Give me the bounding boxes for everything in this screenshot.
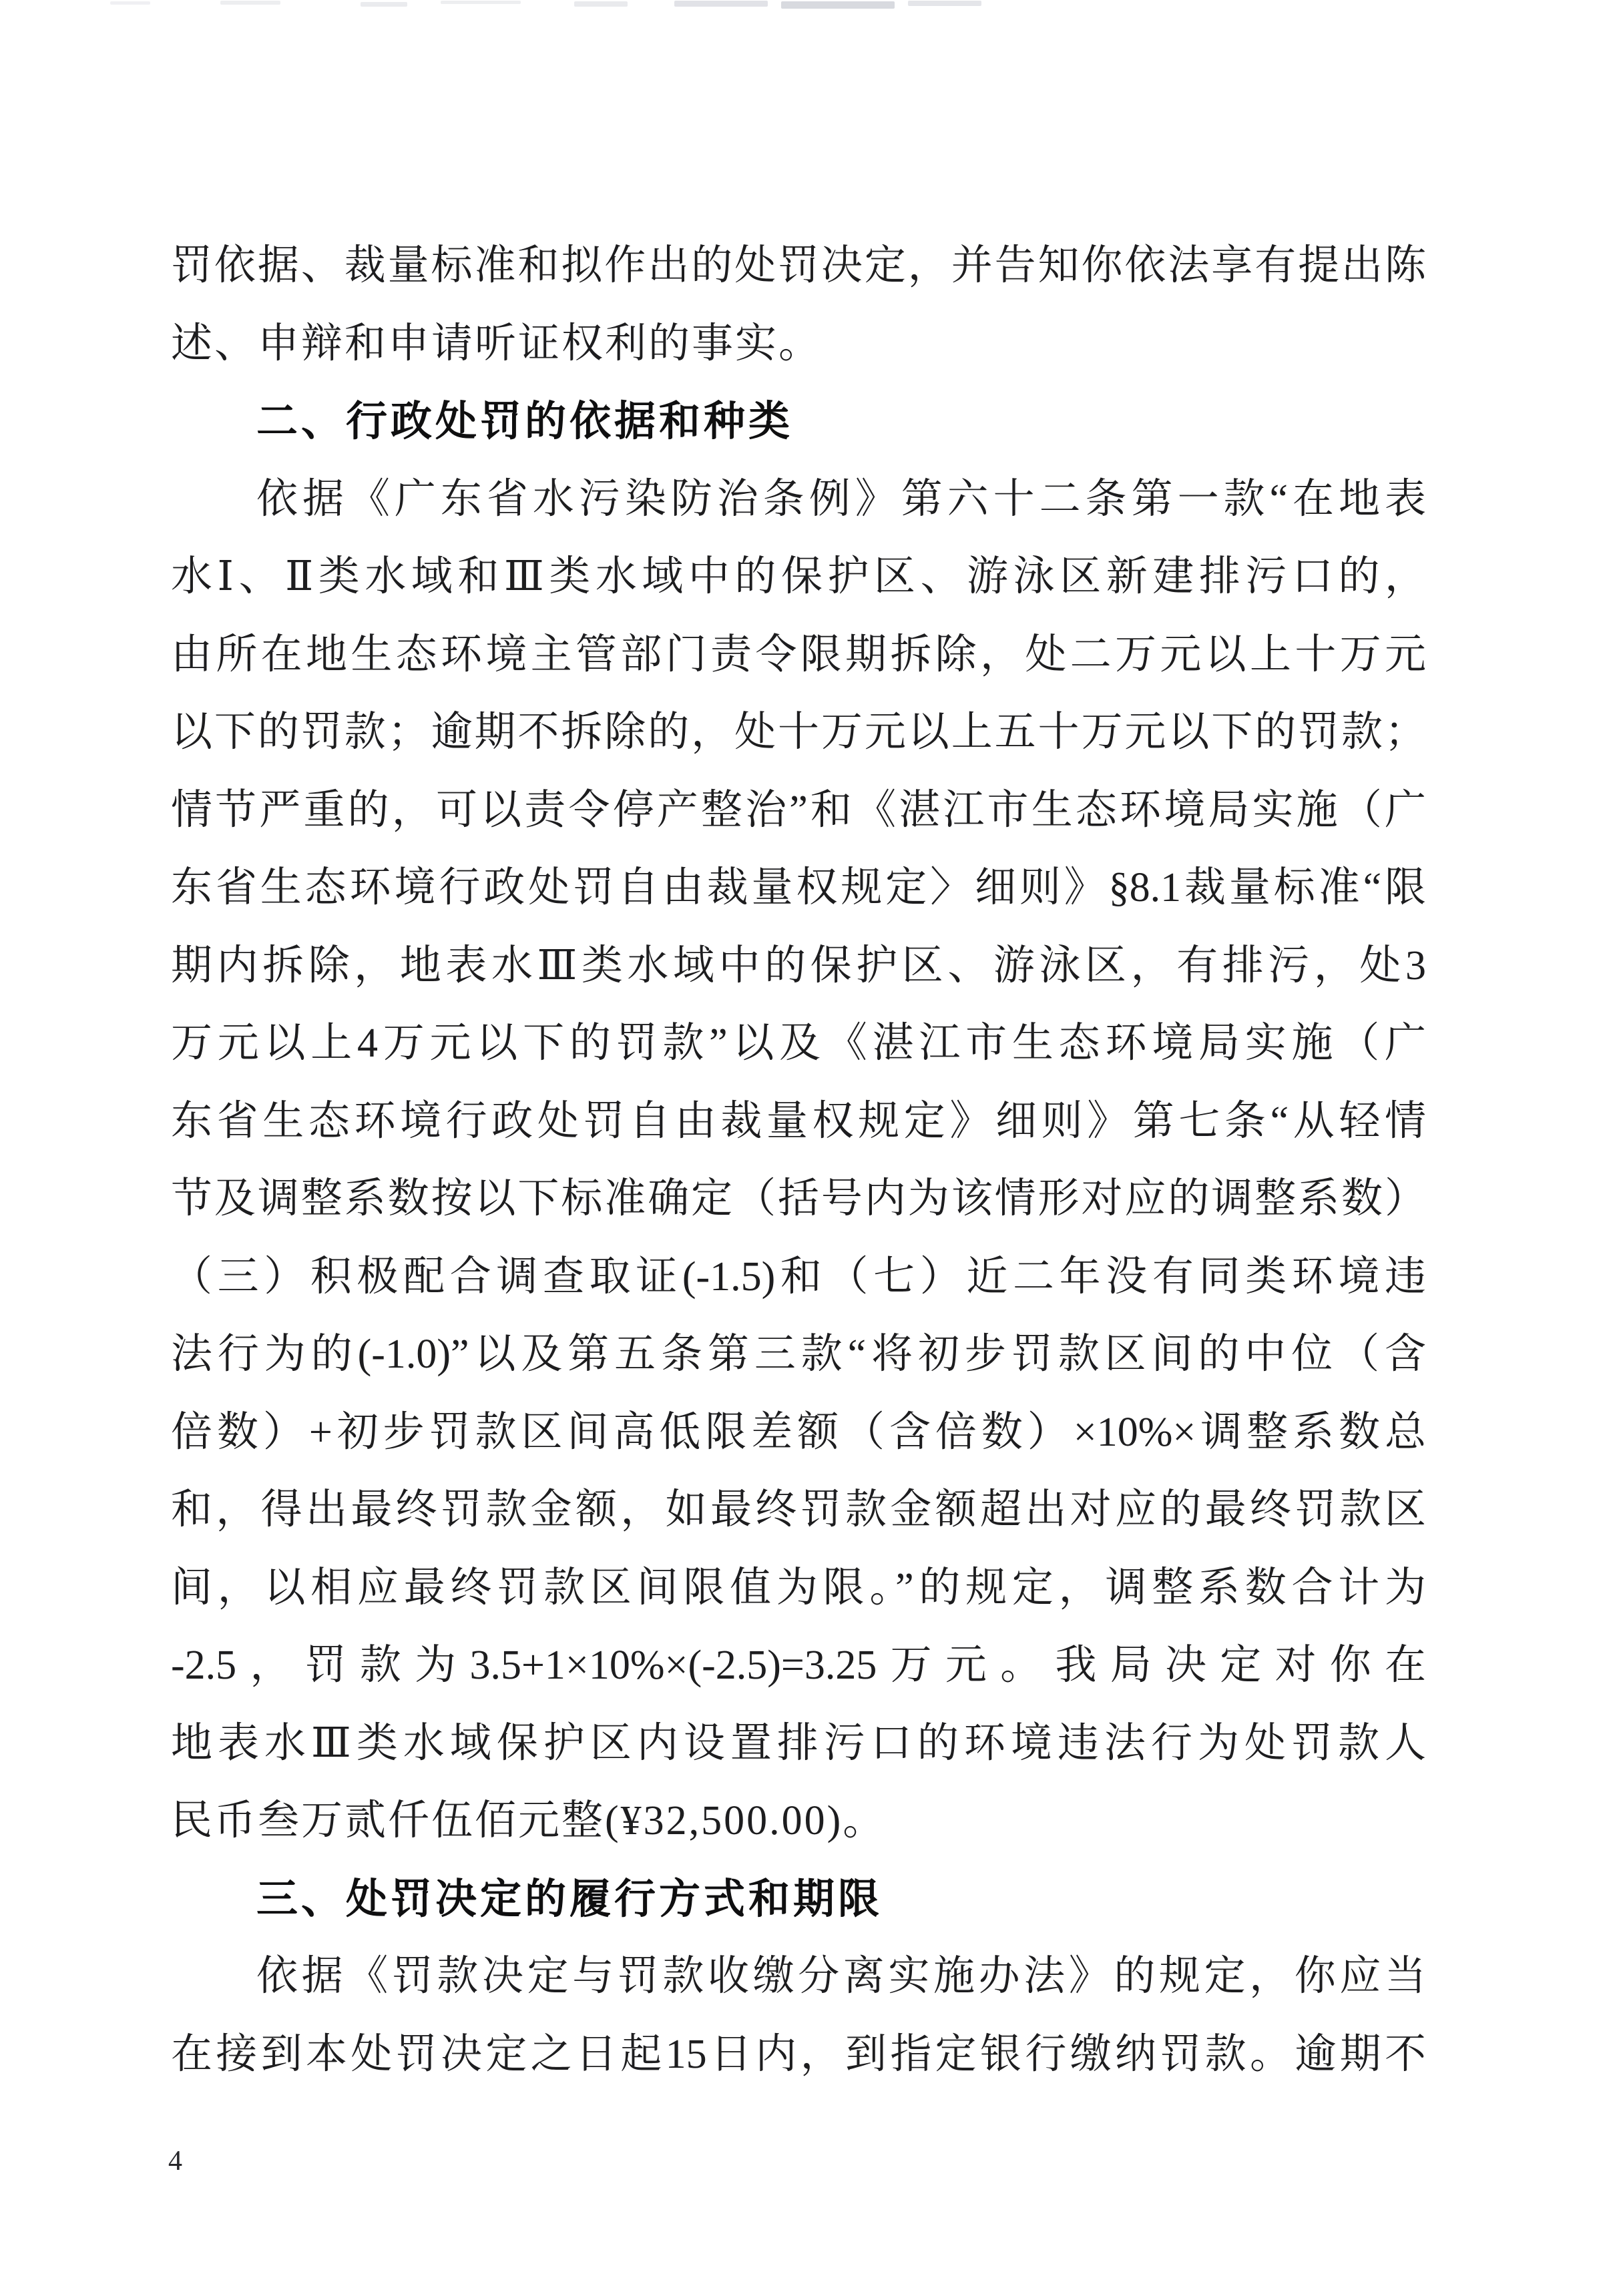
text-line: 由所在地生态环境主管部门责令限期拆除，处二万元以上十万元 xyxy=(171,631,1426,677)
text-line: 述、申辩和申请听证权利的事实。 xyxy=(171,320,823,366)
scan-artifact xyxy=(361,2,407,7)
text-line: 依据《广东省水污染防治条例》第六十二条第一款“在地表 xyxy=(256,476,1426,522)
text-line: 间，以相应最终罚款区间限值为限。”的规定，调整系数合计为 xyxy=(171,1564,1426,1611)
scan-artifact xyxy=(441,1,521,4)
text-line: 依据《罚款决定与罚款收缴分离实施办法》的规定，你应当 xyxy=(256,1954,1426,1999)
section-heading-2: 二、行政处罚的依据和种类 xyxy=(256,396,794,445)
text-line: 法行为的(-1.0)”以及第五条第三款“将初步罚款区间的中位（含 xyxy=(171,1332,1426,1377)
scan-artifact xyxy=(674,1,768,7)
penalty-amount-line: 民币叁万贰仟伍佰元整(¥32,500.00)。 xyxy=(171,1798,887,1843)
text-line: 地表水Ⅲ类水域保护区内设置排污口的环境违法行为处罚款人 xyxy=(171,1720,1426,1766)
scan-artifact xyxy=(220,1,280,5)
scan-artifact xyxy=(908,1,981,6)
section-heading-3: 三、处罚决定的履行方式和期限 xyxy=(256,1874,883,1923)
text-line: 情节严重的，可以责令停产整治”和《湛江市生态环境局实施（广 xyxy=(171,787,1426,833)
text-line: 罚依据、裁量标准和拟作出的处罚决定，并告知你依法享有提出陈 xyxy=(171,243,1426,288)
text-line: 在接到本处罚决定之日起15日内，到指定银行缴纳罚款。逾期不 xyxy=(171,2031,1426,2077)
text-line: 东省生态环境行政处罚自由裁量权规定》细则》第七条“从轻情 xyxy=(171,1098,1426,1144)
page-number: 4 xyxy=(168,2146,182,2177)
text-line: 期内拆除，地表水Ⅲ类水域中的保护区、游泳区，有排污，处3 xyxy=(171,942,1426,988)
text-line: 和，得出最终罚款金额，如最终罚款金额超出对应的最终罚款区 xyxy=(171,1487,1426,1532)
document-text-block xyxy=(171,227,1426,2093)
text-line: 节及调整系数按以下标准确定（括号内为该情形对应的调整系数） xyxy=(171,1176,1426,1221)
scan-artifact xyxy=(574,1,628,7)
text-line: 倍数）+初步罚款区间高低限差额（含倍数）×10%×调整系数总 xyxy=(171,1409,1426,1455)
text-line: -2.5，罚款为3.5+1×10%×(-2.5)=3.25万元。我局决定对你在 xyxy=(171,1643,1426,1688)
scan-artifact xyxy=(110,1,150,5)
text-line: 水Ⅰ、Ⅱ类水域和Ⅲ类水域中的保护区、游泳区新建排污口的， xyxy=(171,554,1426,599)
text-line: （三）积极配合调查取证(-1.5)和（七）近二年没有同类环境违 xyxy=(171,1253,1426,1300)
text-line: 万元以上4万元以下的罚款”以及《湛江市生态环境局实施（广 xyxy=(171,1021,1426,1066)
text-line: 东省生态环境行政处罚自由裁量权规定〉细则》§8.1裁量标准“限 xyxy=(171,865,1426,910)
scan-artifact xyxy=(781,1,895,9)
text-line: 以下的罚款；逾期不拆除的，处十万元以上五十万元以下的罚款； xyxy=(171,709,1426,755)
